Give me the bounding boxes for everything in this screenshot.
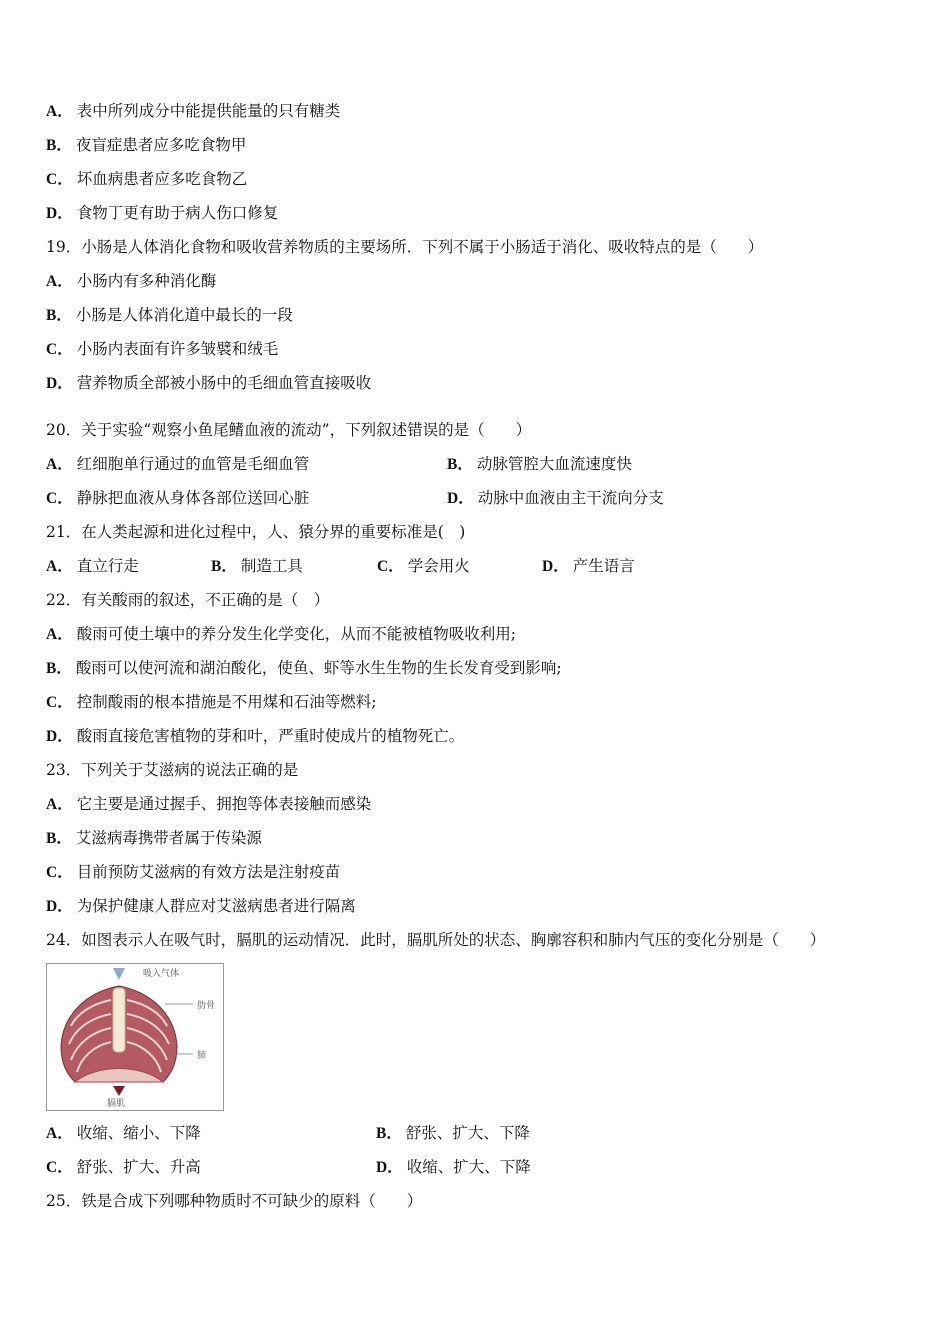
option-label: B．: [46, 307, 72, 324]
option-label: D．: [376, 1159, 403, 1176]
option-cell: [376, 1157, 531, 1178]
option-cell: [447, 488, 664, 509]
diaphragm-arrow-icon: [113, 1086, 125, 1096]
option-label: A．: [46, 796, 73, 813]
option-text: 表中所列成分中能提供能量的只有糖类: [76, 102, 341, 120]
option-line: [46, 658, 562, 679]
option-text: 小肠是人体消化道中最长的一段: [75, 306, 293, 324]
option-text: 动脉中血液由主干流向分支: [477, 489, 664, 507]
question-22: 22．有关酸雨的叙述，不正确的是（ ）: [46, 591, 330, 609]
option-label: C．: [46, 1159, 73, 1176]
option-text: 酸雨可使土壤中的养分发生化学变化，从而不能被植物吸收利用;: [76, 625, 516, 643]
option-cell: [46, 454, 309, 475]
question-21: 21．在人类起源和进化过程中，人、猿分界的重要标准是( ): [46, 523, 466, 541]
option-text: 静脉把血液从身体各部位送回心脏: [76, 489, 310, 507]
option-label: B．: [46, 830, 72, 847]
option-line: [46, 624, 516, 645]
option-label: D．: [447, 490, 474, 507]
option-cell: [46, 488, 309, 509]
option-label: D．: [46, 375, 73, 392]
option-text: 为保护健康人群应对艾滋病患者进行隔离: [76, 897, 356, 915]
option-text: 坏血病患者应多吃食物乙: [76, 170, 248, 188]
option-label: A．: [46, 273, 73, 290]
option-label: A．: [46, 1125, 73, 1142]
option-text: 夜盲症患者应多吃食物甲: [75, 136, 247, 154]
question-25: 25．铁是合成下列哪种物质时不可缺少的原料（ ）: [46, 1192, 423, 1210]
option-text: 制造工具: [240, 557, 303, 575]
option-text: 直立行走: [76, 557, 139, 575]
label-lung: 肺: [197, 1051, 207, 1061]
option-line: [46, 169, 247, 190]
option-label: B．: [376, 1125, 402, 1142]
option-text: 食物丁更有助于病人伤口修复: [76, 204, 279, 222]
option-label: B．: [46, 660, 72, 677]
option-text: 它主要是通过握手、拥抱等体表接触而感染: [76, 795, 372, 813]
option-line: [46, 135, 246, 156]
option-label: C．: [46, 694, 73, 711]
option-line: [46, 692, 376, 713]
option-line: [46, 896, 356, 917]
option-text: 收缩、扩大、下降: [406, 1158, 531, 1176]
option-text: 小肠内有多种消化酶: [76, 272, 217, 290]
option-text: 艾滋病毒携带者属于传染源: [75, 829, 262, 847]
option-cell: [211, 556, 303, 577]
option-text: 酸雨可以使河流和湖泊酸化，使鱼、虾等水生生物的生长发育受到影响;: [75, 659, 562, 677]
air-arrow-icon: [113, 968, 125, 980]
option-cell: [46, 1157, 201, 1178]
question-20: 20．关于实验“观察小鱼尾鳍血液的流动”，下列叙述错误的是（ ）: [46, 421, 532, 439]
option-cell: [46, 1123, 201, 1144]
option-line: [46, 828, 262, 849]
option-label: D．: [46, 728, 73, 745]
option-line: [46, 794, 371, 815]
option-text: 学会用火: [407, 557, 470, 575]
question-24: 24．如图表示人在吸气时，膈肌的运动情况．此时，膈肌所处的状态、胸廓容积和肺内气压的变化分别是（ ）: [46, 931, 826, 949]
option-line: [46, 203, 278, 224]
sternum-shape: [113, 988, 125, 1052]
option-label: C．: [377, 558, 404, 575]
option-text: 营养物质全部被小肠中的毛细血管直接吸收: [76, 374, 372, 392]
option-label: D．: [46, 898, 73, 915]
option-label: D．: [542, 558, 569, 575]
label-diaphragm: 膈肌: [107, 1099, 126, 1109]
option-label: C．: [46, 490, 73, 507]
option-label: B．: [46, 137, 72, 154]
option-text: 收缩、缩小、下降: [76, 1124, 201, 1142]
option-text: 目前预防艾滋病的有效方法是注射疫苗: [76, 863, 341, 881]
option-text: 小肠内表面有许多皱襞和绒毛: [76, 340, 279, 358]
ribcage-illustration: [47, 964, 223, 1110]
option-label: C．: [46, 341, 73, 358]
option-label: A．: [46, 103, 73, 120]
question-23: 23．下列关于艾滋病的说法正确的是: [46, 761, 299, 779]
option-cell: [447, 454, 632, 475]
option-label: C．: [46, 864, 73, 881]
option-line: [46, 726, 464, 747]
option-label: A．: [46, 456, 73, 473]
option-line: [46, 862, 340, 883]
option-label: D．: [46, 205, 73, 222]
option-text: 红细胞单行通过的血管是毛细血管: [76, 455, 310, 473]
label-air: 吸入气体: [143, 969, 180, 979]
option-text: 产生语言: [572, 557, 635, 575]
ribcage-figure: [46, 963, 224, 1111]
option-line: [46, 339, 278, 360]
option-cell: [377, 556, 470, 577]
option-label: B．: [447, 456, 473, 473]
option-label: A．: [46, 626, 73, 643]
option-cell: [542, 556, 635, 577]
option-line: [46, 101, 340, 122]
label-rib: 肋骨: [197, 1001, 216, 1011]
option-line: [46, 271, 216, 292]
option-cell: [376, 1123, 530, 1144]
option-label: B．: [211, 558, 237, 575]
option-label: C．: [46, 171, 73, 188]
option-text: 动脉管腔大血流速度快: [476, 455, 632, 473]
option-cell: [46, 556, 139, 577]
option-label: A．: [46, 558, 73, 575]
question-19: 19．小肠是人体消化食物和吸收营养物质的主要场所．下列不属于小肠适于消化、吸收特点的是（ ）: [46, 238, 764, 256]
option-line: [46, 373, 371, 394]
option-text: 舒张、扩大、升高: [76, 1158, 201, 1176]
option-line: [46, 305, 293, 326]
option-text: 舒张、扩大、下降: [405, 1124, 530, 1142]
option-text: 酸雨直接危害植物的芽和叶，严重时使成片的植物死亡。: [76, 727, 465, 745]
option-text: 控制酸雨的根本措施是不用煤和石油等燃料;: [76, 693, 377, 711]
